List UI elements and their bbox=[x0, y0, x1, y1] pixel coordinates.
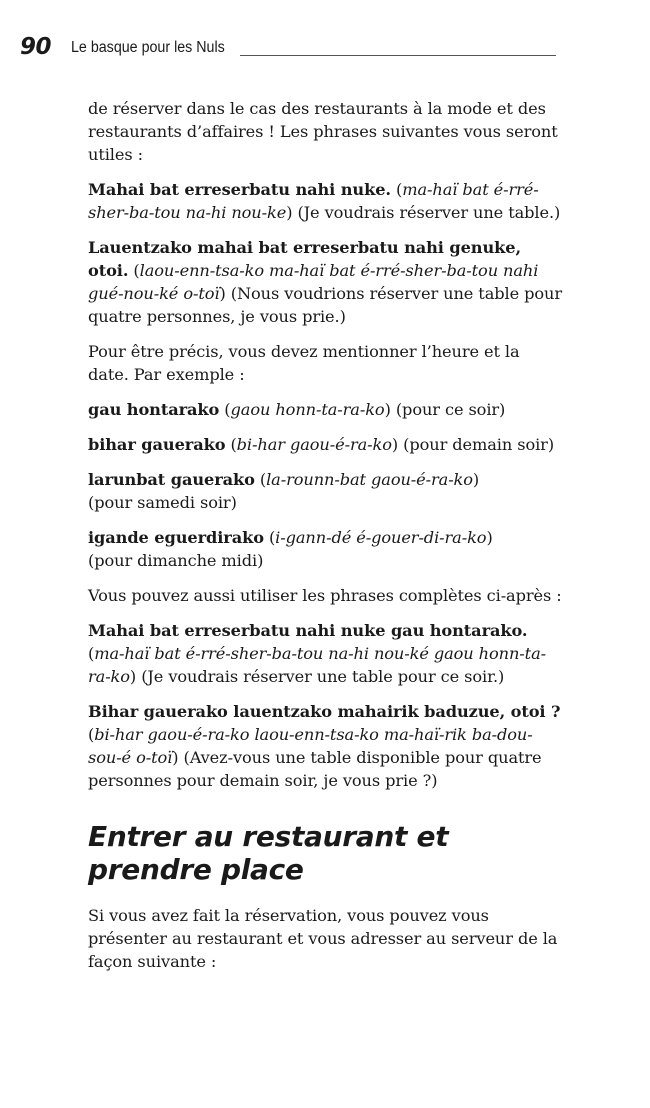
basque-phrase: igande eguerdirako bbox=[88, 528, 264, 547]
example-entry: Lauentzako mahai bat erreserbatu nahi genuke, otoi. (laou-enn-tsa-ko ma-haï bat é-rré-sher-ba-tou nahi gué-nou-ké o-toï) (Nous voudrions réserver une table pour quatre personnes, je vous prie.) bbox=[88, 238, 562, 326]
pronunciation: bi-har gaou-é-ra-ko laou-enn-tsa-ko ma-haï-rik ba-dou-sou-é o-toï bbox=[88, 725, 533, 767]
example-entry: Mahai bat erreserbatu nahi nuke. (ma-haï bat é-rré-sher-ba-tou na-hi nou-ke) (Je voudrais réserver une table.) bbox=[88, 180, 561, 222]
pronunciation: la-rounn-bat gaou-é-ra-ko bbox=[266, 470, 473, 489]
translation: (pour ce soir) bbox=[395, 400, 506, 419]
running-header bbox=[20, 30, 556, 60]
example-entry: gau hontarako (gaou honn-ta-ra-ko) (pour ce soir) bbox=[88, 400, 506, 419]
translation: (Je voudrais réserver une table.) bbox=[297, 203, 561, 222]
pronunciation: gaou honn-ta-ra-ko bbox=[230, 400, 385, 419]
basque-phrase: Mahai bat erreserbatu nahi nuke gau hontarako. bbox=[88, 621, 528, 640]
paragraph: Si vous avez fait la réservation, vous pouvez vous présenter au restaurant et vous adresser au serveur de la façon suivante : bbox=[88, 906, 558, 971]
pronunciation: laou-enn-tsa-ko ma-haï bat é-rré-sher-ba-tou nahi gué-nou-ké o-toï bbox=[88, 261, 539, 303]
page-body bbox=[88, 97, 563, 985]
basque-phrase: Bihar gauerako lauentzako mahairik baduzue, otoi ? bbox=[88, 702, 561, 721]
translation: (Nous voudrions réserver une table pour quatre personnes, je vous prie.) bbox=[88, 284, 562, 326]
pronunciation: ma-haï bat é-rré-sher-ba-tou na-hi nou-ke bbox=[88, 180, 539, 222]
example-entry: Mahai bat erreserbatu nahi nuke gau hontarako. (ma-haï bat é-rré-sher-ba-tou na-hi nou-ké gaou honn-ta-ra-ko) (Je voudrais réserver une table pour ce soir.) bbox=[88, 621, 546, 686]
running-title: Le basque pour les Nuls bbox=[71, 39, 225, 56]
translation: (Je voudrais réserver une table pour ce soir.) bbox=[141, 667, 505, 686]
header-rule bbox=[240, 55, 556, 56]
pronunciation: ma-haï bat é-rré-sher-ba-tou na-hi nou-ké gaou honn-ta-ra-ko bbox=[88, 644, 546, 686]
paragraph: Pour être précis, vous devez mentionner l’heure et la date. Par exemple : bbox=[88, 342, 520, 384]
paragraph: Vous pouvez aussi utiliser les phrases complètes ci-après : bbox=[88, 586, 562, 605]
page-number: 90 bbox=[20, 34, 52, 60]
example-entry: larunbat gauerako (la-rounn-bat gaou-é-ra-ko) (pour samedi soir) bbox=[88, 470, 480, 512]
paragraph: de réserver dans le cas des restaurants à la mode et des restaurants d’affaires ! Les phrases suivantes vous seront utiles : bbox=[88, 99, 558, 164]
basque-phrase: Lauentzako mahai bat erreserbatu nahi genuke, otoi. bbox=[88, 238, 521, 280]
translation: (pour demain soir) bbox=[403, 435, 555, 454]
example-entry: bihar gauerako (bi-har gaou-é-ra-ko) (pour demain soir) bbox=[88, 435, 555, 454]
basque-phrase: bihar gauerako bbox=[88, 435, 226, 454]
section-heading: Entrer au restaurant et prendre place bbox=[88, 820, 449, 886]
example-entry: Bihar gauerako lauentzako mahairik baduzue, otoi ? (bi-har gaou-é-ra-ko laou-enn-tsa-ko ma-haï-rik ba-dou-sou-é o-toï) (Avez-vous une table disponible pour quatre personnes pour demain soir, je vous prie ?) bbox=[88, 702, 561, 790]
basque-phrase: gau hontarako bbox=[88, 400, 220, 419]
pronunciation: bi-har gaou-é-ra-ko bbox=[236, 435, 392, 454]
translation: (pour samedi soir) bbox=[88, 493, 237, 512]
basque-phrase: larunbat gauerako bbox=[88, 470, 255, 489]
translation: (pour dimanche midi) bbox=[88, 551, 264, 570]
basque-phrase: Mahai bat erreserbatu nahi nuke. bbox=[88, 180, 391, 199]
example-entry: igande eguerdirako (i-gann-dé é-gouer-di-ra-ko) (pour dimanche midi) bbox=[88, 528, 493, 570]
pronunciation: i-gann-dé é-gouer-di-ra-ko bbox=[275, 528, 487, 547]
translation: (Avez-vous une table disponible pour quatre personnes pour demain soir, je vous prie ?) bbox=[88, 748, 542, 790]
